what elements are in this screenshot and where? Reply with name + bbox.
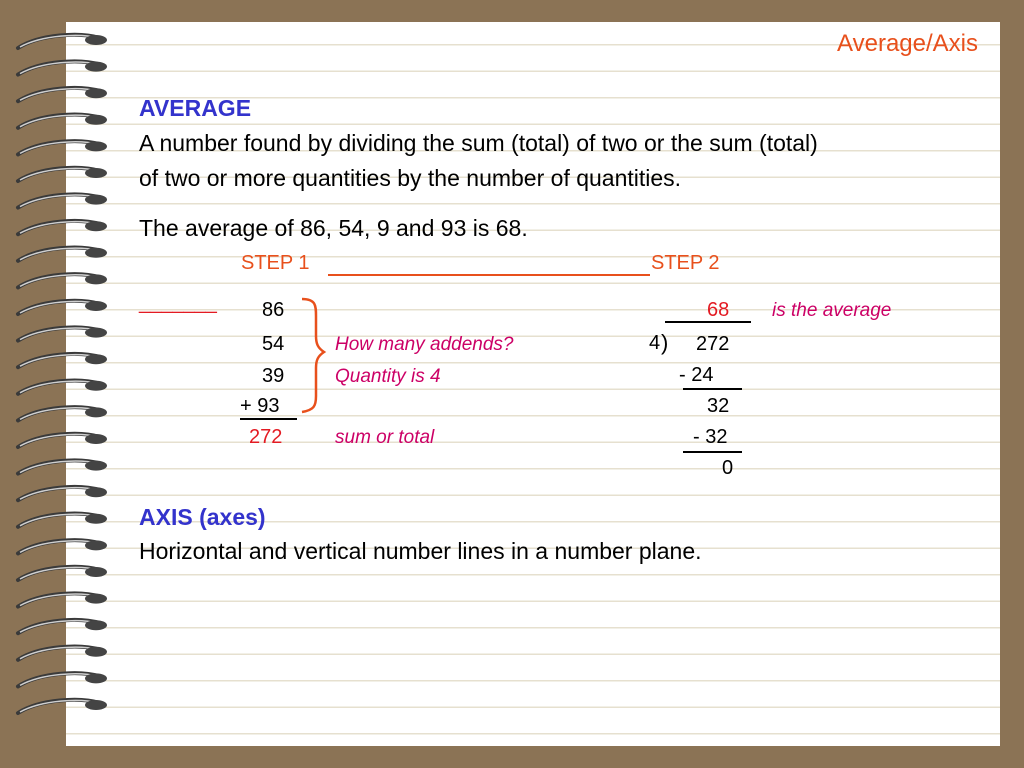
spiral-hole [85, 461, 107, 471]
spiral-hole [85, 594, 107, 604]
addend-1: 86 [262, 299, 285, 321]
step1-label: STEP 1 [241, 252, 310, 274]
spiral-hole [85, 540, 107, 550]
spiral-hole [85, 487, 107, 497]
addend-4: + 93 [240, 395, 280, 417]
spiral-hole [85, 381, 107, 391]
page-title: Average/Axis [837, 30, 978, 57]
spiral-hole [85, 328, 107, 338]
divisor: 4 [649, 332, 661, 354]
division-bar [665, 321, 751, 323]
addend-3: 39 [262, 365, 285, 387]
spiral-hole [85, 647, 107, 657]
spiral-hole [85, 567, 107, 577]
spiral-hole [85, 354, 107, 364]
spiral-binding [0, 0, 120, 768]
axis-heading: AXIS (axes) [139, 504, 266, 530]
spiral-hole [85, 301, 107, 311]
note-quantity: Quantity is 4 [335, 366, 441, 387]
quotient-note: is the average [772, 300, 892, 321]
remainder-final: 0 [722, 457, 734, 479]
spiral-hole [85, 88, 107, 98]
sum-line [240, 418, 297, 420]
subtract-2: - 32 [693, 426, 728, 448]
spiral-hole [85, 700, 107, 710]
average-example: The average of 86, 54, 9 and 93 is 68. [139, 215, 528, 241]
spiral-hole [85, 274, 107, 284]
subtract-line-1 [683, 388, 742, 390]
subtract-1: - 24 [679, 364, 714, 386]
spiral-hole [85, 141, 107, 151]
average-heading: AVERAGE [139, 95, 252, 121]
spiral-hole [85, 221, 107, 231]
average-definition-line1: A number found by dividing the sum (total) of two or the sum (total) [139, 130, 818, 156]
spiral-hole [85, 407, 107, 417]
spiral-hole [85, 248, 107, 258]
average-definition-line2: of two or more quantities by the number of quantities. [139, 165, 682, 191]
spiral-hole [85, 62, 107, 72]
step-divider-line [328, 274, 650, 276]
brace [298, 296, 328, 416]
step2-label: STEP 2 [651, 252, 720, 274]
division-bracket: ) [661, 330, 669, 355]
answer-blank: _______ [139, 292, 217, 314]
spiral-hole [85, 115, 107, 125]
spiral-hole [85, 434, 107, 444]
note-sum: sum or total [335, 427, 435, 448]
note-addends: How many addends? [335, 334, 514, 355]
spiral-hole [85, 168, 107, 178]
spiral-hole [85, 673, 107, 683]
spiral-hole [85, 514, 107, 524]
quotient: 68 [707, 299, 730, 321]
sum-value: 272 [249, 426, 283, 448]
remainder-1: 32 [707, 395, 730, 417]
addend-2: 54 [262, 333, 285, 355]
spiral-hole [85, 35, 107, 45]
dividend: 272 [696, 333, 730, 355]
subtract-line-2 [683, 451, 742, 453]
axis-definition: Horizontal and vertical number lines in a number plane. [139, 538, 702, 564]
spiral-hole [85, 620, 107, 630]
spiral-hole [85, 195, 107, 205]
